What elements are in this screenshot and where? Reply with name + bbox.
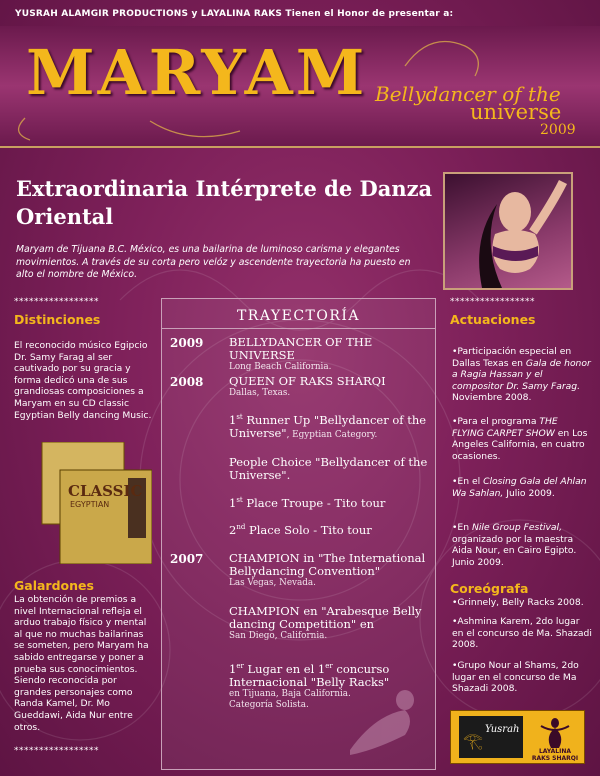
- actuacion-text-end: Noviembre 2008.: [452, 392, 532, 404]
- traj-item-title: CHAMPION in "The International Bellydancing Convention": [229, 551, 426, 578]
- actuacion-text-end: organizado por la maestra Aida Nour, en Cairo Egipto. Junio 2009.: [452, 533, 577, 568]
- traj-item-7: [229, 552, 434, 589]
- traj-item-sub: Dallas, Texas.: [229, 388, 291, 398]
- cd-cover: [40, 442, 152, 564]
- actuacion-italic: Closing Gala del Ahlan Wa Sahlan,: [452, 476, 587, 499]
- eye-of-horus-icon: 𓂀: [463, 731, 483, 750]
- traj-item-sub2: Categoría Solista.: [229, 699, 309, 710]
- actuacion-item-2: [452, 416, 592, 462]
- traj-item-title: 2: [229, 522, 237, 537]
- actuacion-text: •Participación especial en Dallas Texas en: [452, 346, 572, 369]
- traj-item-1: [229, 336, 434, 373]
- actuacion-italic: THE FLYING CARPET SHOW: [452, 416, 558, 439]
- galardones-text: La obtención de premios a nivel Internacional refleja el arduo trabajo físico y mental al que no muchas bailarinas se someten, pero Maryam ha sabido entregarse y poner a prueba sus conocimientos. Siendo reconocida por grandes personajes como Randa Kamel, Dr. Mo Gueddawi, Aida Nur entre otros.: [14, 594, 149, 733]
- tagline-line2: universe: [470, 100, 562, 124]
- stars-right-top: *****************: [450, 297, 535, 307]
- cd-subtitle: EGYPTIAN: [70, 500, 110, 509]
- traj-item-sub: San Diego, California.: [229, 631, 328, 641]
- year-2007: 2007: [170, 552, 204, 566]
- actuacion-text: •En: [452, 522, 472, 533]
- traj-item-title-rest: Runner Up "Bellydancer of the Universe": [229, 412, 427, 440]
- ordinal-sup: er: [325, 662, 333, 670]
- traj-item-5: [229, 494, 434, 510]
- traj-item-title: 1: [229, 495, 237, 510]
- actuacion-text: •En el: [452, 476, 484, 487]
- traj-item-title: QUEEN OF RAKS SHARQI: [229, 374, 386, 388]
- distinciones-text: El reconocido músico Egipcio Dr. Samy Farag al ser cautivado por su gracia y forma dedicó una de sus grandiosas composiciones a Maryam en su CD classic Egyptian Belly dancing Music.: [14, 340, 152, 421]
- actuacion-text-end: en Los Angeles California, en cuatro ocasiones.: [452, 427, 588, 462]
- traj-item-4: [229, 456, 434, 482]
- layalina-logo: [531, 716, 579, 762]
- stars-left-bottom: *****************: [14, 746, 99, 756]
- intro-text: Maryam de Tijuana B.C. México, es una bailarina de luminoso carisma y elegantes movimientos. A través de su corta pero velóz y ascendente trayectoria ha puesto en alto el nombre de México.: [16, 244, 411, 280]
- ordinal-sup: st: [236, 496, 243, 504]
- traj-item-sub: en Tijuana, Baja California.: [229, 688, 351, 699]
- year-2008: 2008: [170, 375, 204, 389]
- traj-item-title: 1: [229, 412, 237, 427]
- layalina-logo-text: LAYALINA RAKS SHARQI: [531, 748, 579, 762]
- actuacion-text-end: Julio 2009.: [503, 487, 555, 499]
- traj-item-3: [229, 411, 434, 441]
- year-2009: 2009: [170, 336, 204, 350]
- traj-item-title: People Choice "Bellydancer of the Universe".: [229, 455, 428, 482]
- coreografa-title: Coreógrafa: [450, 581, 529, 596]
- dancer-figure: [445, 174, 571, 288]
- actuacion-item-3: [452, 476, 592, 499]
- dancer-silhouette-icon: [531, 716, 579, 748]
- traj-item-title: 1: [229, 661, 237, 676]
- yusrah-logo-text: Yusrah: [485, 724, 520, 735]
- dancer-photo: [443, 172, 573, 290]
- ordinal-sup: er: [236, 662, 244, 670]
- traj-item-sub: Long Beach California.: [229, 362, 332, 372]
- ordinal-sup: nd: [236, 523, 246, 531]
- actuaciones-title: Actuaciones: [450, 312, 536, 327]
- title-year: 2009: [540, 122, 576, 138]
- ordinal-sup: st: [236, 413, 243, 421]
- traj-item-title-rest: Place Solo - Tito tour: [245, 522, 372, 537]
- galardones-title: Galardones: [14, 578, 94, 593]
- traj-item-sub: Las Vegas, Nevada.: [229, 578, 316, 588]
- cd-title: CLASSIC: [68, 482, 143, 500]
- traj-item-title-rest: concurso Internacional "Belly Racks": [229, 661, 390, 689]
- actuacion-text: •Para el programa: [452, 416, 540, 427]
- actuacion-italic: Nile Group Festival,: [471, 522, 563, 533]
- main-title: MARYAM: [26, 36, 368, 109]
- actuacion-item-4: [452, 522, 592, 568]
- coreografa-item-2: •Ashmina Karem, 2do lugar en el concurso de Ma. Shazadi 2008.: [452, 616, 592, 651]
- traj-item-title: BELLYDANCER OF THE UNIVERSE: [229, 335, 373, 362]
- traj-item-6: [229, 521, 434, 537]
- stars-left-top: *****************: [14, 297, 99, 307]
- traj-item-title-rest: Lugar en el 1: [243, 661, 326, 676]
- traj-item-sub: , Egyptian Category.: [286, 429, 378, 440]
- coreografa-item-3: •Grupo Nour al Shams, 2do lugar en el concurso de Ma Shazadi 2008.: [452, 660, 579, 695]
- traj-item-8: [229, 605, 434, 642]
- yusrah-logo: [459, 716, 523, 758]
- traj-item-2: [229, 375, 434, 399]
- actuacion-item-1: [452, 346, 592, 404]
- presenters-line: YUSRAH ALAMGIR PRODUCTIONS y LAYALINA RAKS Tienen el Honor de presentar a:: [15, 9, 454, 19]
- headline: Extraordinaria Intérprete de Danza Oriental: [16, 176, 433, 229]
- actuacion-italic: Gala de honor a Ragia Hassan y el compositor Dr. Samy Farag.: [452, 357, 591, 392]
- reclining-dancer-figure: [330, 680, 430, 765]
- tagline-line1: Bellydancer of the: [375, 82, 561, 106]
- trayectoria-title: TRAYECTORÍA: [236, 308, 361, 324]
- traj-item-title: CHAMPION en "Arabesque Belly dancing Competition" en: [229, 604, 422, 631]
- coreografa-item-1: •Grinnely, Belly Racks 2008.: [452, 597, 584, 608]
- distinciones-title: Distinciones: [14, 312, 101, 327]
- traj-item-title-rest: Place Troupe - Tito tour: [242, 495, 386, 510]
- trayectoria-divider: [161, 328, 436, 329]
- sponsor-logos: [450, 710, 585, 764]
